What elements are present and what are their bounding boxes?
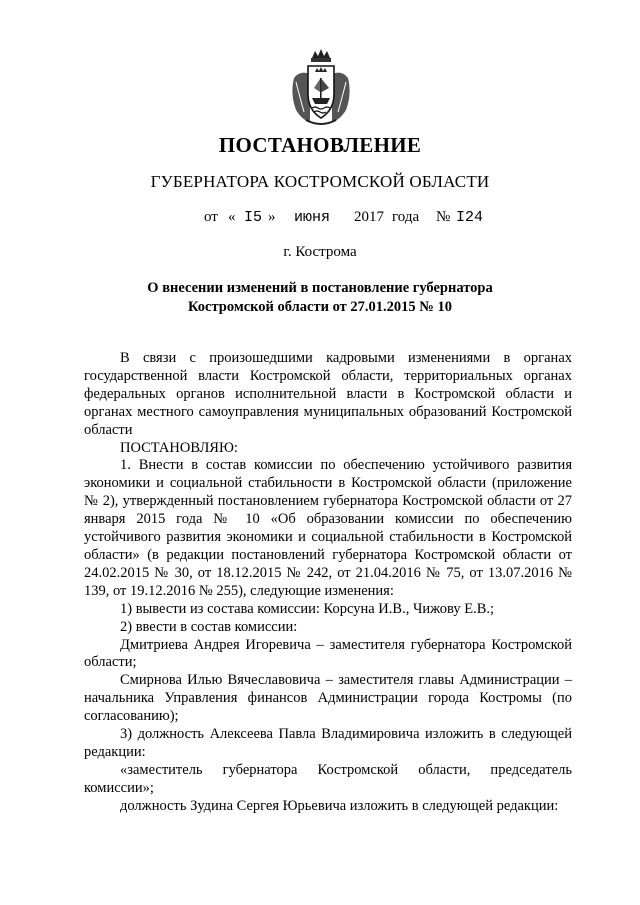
- date-year-word: года: [392, 209, 420, 225]
- body-paragraph: 1) вывести из состава комиссии: Корсуна И.В., Чижову Е.В.;: [120, 600, 495, 617]
- date-prefix: от: [204, 209, 218, 225]
- document-issuer: ГУБЕРНАТОРА КОСТРОМСКОЙ ОБЛАСТИ: [150, 172, 490, 191]
- document-body: [84, 350, 572, 816]
- document-city: г. Кострома: [283, 244, 357, 260]
- document-heading: [100, 279, 540, 317]
- date-open-quote: «: [228, 209, 236, 225]
- document-number: I24: [456, 209, 484, 226]
- body-paragraph: «заместитель губернатора Костромской области, председатель комиссии»;: [84, 761, 572, 796]
- date-day: I5: [244, 209, 263, 226]
- document-number-sign: №: [436, 209, 451, 225]
- body-paragraph: должность Зудина Сергея Юрьевича изложить в следующей редакции:: [120, 797, 559, 814]
- heading-line-2: Костромской области от 27.01.2015 № 10: [188, 299, 452, 315]
- date-close-quote: »: [268, 209, 276, 225]
- document-title: ПОСТАНОВЛЕНИЕ: [218, 133, 422, 157]
- body-paragraph: 1. Внести в состав комиссии по обеспечению устойчивого развития экономики и социальной стабильности в Костромской области (приложение № 2), утвержденный постановлением губернатора Костромской области от 27 января 2015 года № 10 «Об образовании комиссии по обеспечению устойчивого развития экономики и социальной стабильности в Костромской области» (в редакции постановлений губернатора Костромской области от 24.02.2015 № 30, от 18.12.2015 № 242, от 21.04.2016 № 75, от 13.07.2016 № 139, от 19.12.2016 № 255), следующие изменения:: [84, 457, 572, 599]
- coat-of-arms-emblem: [288, 48, 354, 126]
- heading-line-1: О внесении изменений в постановление губернатора: [147, 280, 493, 296]
- body-paragraph: 3) должность Алексеева Павла Владимировича изложить в следующей редакции:: [84, 726, 572, 760]
- date-year: 2017: [354, 209, 384, 225]
- body-paragraph-resolve: ПОСТАНОВЛЯЮ:: [120, 439, 238, 456]
- date-line: [204, 209, 524, 229]
- body-paragraph: В связи с произошедшими кадровыми изменениями в органах государственной власти Костромской области, территориальных органах федеральных органов исполнительной власти в Костромской области и органах местного самоуправления муниципальных образований Костромской области: [84, 350, 572, 438]
- body-paragraph: 2) ввести в состав комиссии:: [120, 618, 298, 635]
- date-month: июня: [294, 209, 331, 226]
- body-paragraph: Смирнова Илью Вячеславовича – заместителя главы Администрации – начальника Управления финансов Администрации города Костромы (по согласованию);: [84, 672, 572, 725]
- body-paragraph: Дмитриева Андрея Игоревича – заместителя губернатора Костромской области;: [84, 636, 572, 671]
